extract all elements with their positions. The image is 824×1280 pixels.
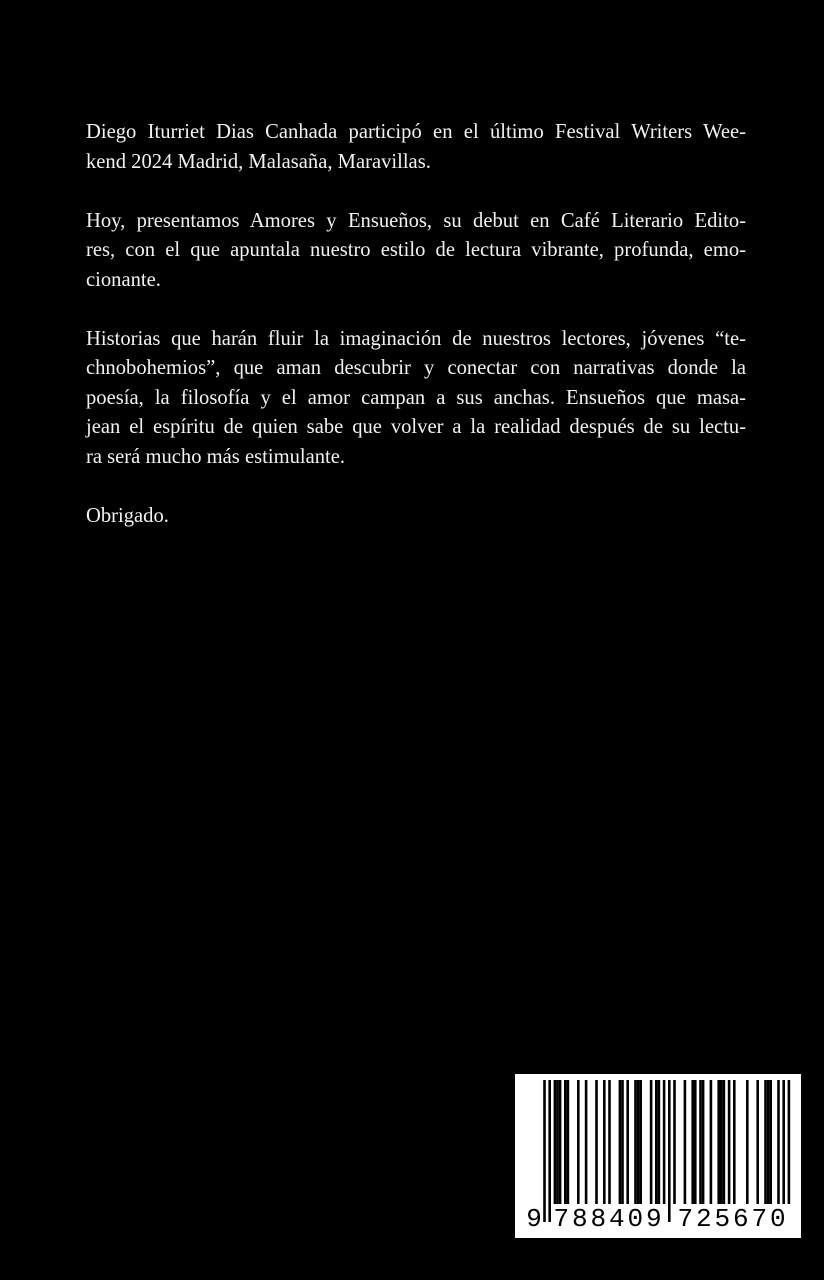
isbn-barcode [515,1074,801,1238]
text-line: ra será mucho más estimulante. [86,445,346,468]
paragraph-4 [86,502,746,532]
text-line: Hoy, presentamos Amores y Ensueños, su debut en Café Literario Edito- [86,209,746,232]
text-line: Diego Iturriet Dias Canhada participó en el último Festival Writers Wee- [86,121,746,143]
text-line: res, con el que apuntala nuestro estilo de lectura vibrante, profunda, emo- [86,239,746,261]
blurb-text [86,118,746,531]
isbn-left-group: 788409 [551,1204,667,1234]
text-line: chnobohemios”, que aman descubrir y conectar con narrativas donde la [86,357,746,379]
text-line: jean el espíritu de quien sabe que volver a la realidad después de su lectu- [86,416,746,438]
closing-line: Obrigado. [86,504,169,527]
text-line: poesía, la filosofía y el amor campan a sus anchas. Ensueños que masa- [86,386,746,409]
text-line: cionante. [86,268,161,291]
paragraph-1 [86,118,746,177]
text-line: kend 2024 Madrid, Malasaña, Maravillas. [86,150,431,173]
paragraph-3 [86,325,746,473]
isbn-number [515,1074,801,1238]
isbn-right-group: 725670 [675,1204,791,1234]
paragraph-2 [86,207,746,296]
text-line: Historias que harán fluir la imaginación de nuestros lectores, jóvenes “te- [86,327,746,350]
isbn-first-digit: 9 [526,1204,542,1234]
